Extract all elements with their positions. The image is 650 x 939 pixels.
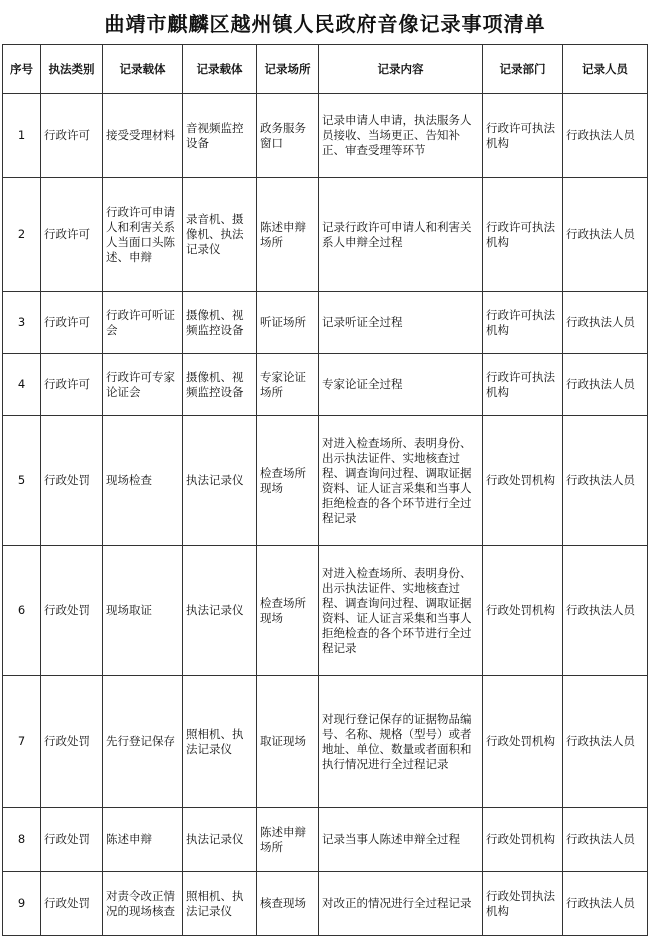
row-no: 8 bbox=[3, 808, 41, 872]
row-carrier: 现场检查 bbox=[103, 416, 183, 546]
row-carrier: 先行登记保存 bbox=[103, 676, 183, 808]
row-category: 行政处罚 bbox=[41, 416, 103, 546]
row-dept: 行政处罚机构 bbox=[483, 808, 563, 872]
row-dept: 行政处罚机构 bbox=[483, 546, 563, 676]
row-category: 行政许可 bbox=[41, 94, 103, 178]
row-dept: 行政许可执法机构 bbox=[483, 178, 563, 292]
table-row bbox=[3, 676, 648, 808]
row-dept: 行政处罚机构 bbox=[483, 416, 563, 546]
row-content: 记录行政许可申请人和利害关系人申辩全过程 bbox=[319, 178, 483, 292]
row-category: 行政处罚 bbox=[41, 872, 103, 936]
row-person: 行政执法人员 bbox=[563, 292, 648, 354]
row-place: 检查场所现场 bbox=[257, 416, 319, 546]
row-place: 专家论证场所 bbox=[257, 354, 319, 416]
table-row bbox=[3, 354, 648, 416]
row-category: 行政处罚 bbox=[41, 676, 103, 808]
table-row bbox=[3, 416, 648, 546]
header-dept: 记录部门 bbox=[483, 45, 563, 94]
table-row bbox=[3, 292, 648, 354]
row-device: 音视频监控设备 bbox=[183, 94, 257, 178]
row-category: 行政许可 bbox=[41, 354, 103, 416]
row-no: 7 bbox=[3, 676, 41, 808]
table-row bbox=[3, 94, 648, 178]
row-person: 行政执法人员 bbox=[563, 94, 648, 178]
header-place: 记录场所 bbox=[257, 45, 319, 94]
row-person: 行政执法人员 bbox=[563, 546, 648, 676]
row-dept: 行政许可执法机构 bbox=[483, 354, 563, 416]
row-no: 6 bbox=[3, 546, 41, 676]
row-no: 4 bbox=[3, 354, 41, 416]
row-device: 照相机、执法记录仪 bbox=[183, 676, 257, 808]
row-dept: 行政处罚机构 bbox=[483, 676, 563, 808]
row-carrier: 现场取证 bbox=[103, 546, 183, 676]
table-row bbox=[3, 872, 648, 936]
row-carrier: 行政许可专家论证会 bbox=[103, 354, 183, 416]
row-no: 2 bbox=[3, 178, 41, 292]
row-person: 行政执法人员 bbox=[563, 808, 648, 872]
row-content: 对现行登记保存的证据物品编号、名称、规格（型号）或者地址、单位、数量或者面积和执行情况进行全过程记录 bbox=[319, 676, 483, 808]
table-row bbox=[3, 546, 648, 676]
row-device: 执法记录仪 bbox=[183, 416, 257, 546]
row-content: 专家论证全过程 bbox=[319, 354, 483, 416]
row-no: 5 bbox=[3, 416, 41, 546]
row-place: 陈述申辩场所 bbox=[257, 178, 319, 292]
row-content: 对进入检查场所、表明身份、出示执法证件、实地核查过程、调查询问过程、调取证据资料、证人证言采集和当事人拒绝检查的各个环节进行全过程记录 bbox=[319, 546, 483, 676]
row-no: 3 bbox=[3, 292, 41, 354]
row-person: 行政执法人员 bbox=[563, 178, 648, 292]
row-person: 行政执法人员 bbox=[563, 354, 648, 416]
row-carrier: 对责令改正情况的现场核查 bbox=[103, 872, 183, 936]
row-carrier: 接受受理材料 bbox=[103, 94, 183, 178]
header-carrier: 记录载体 bbox=[103, 45, 183, 94]
header-device: 记录载体 bbox=[183, 45, 257, 94]
row-category: 行政处罚 bbox=[41, 546, 103, 676]
row-no: 9 bbox=[3, 872, 41, 936]
row-person: 行政执法人员 bbox=[563, 676, 648, 808]
row-device: 摄像机、视频监控设备 bbox=[183, 354, 257, 416]
row-content: 对改正的情况进行全过程记录 bbox=[319, 872, 483, 936]
records-table bbox=[2, 44, 648, 936]
row-person: 行政执法人员 bbox=[563, 416, 648, 546]
row-place: 听证场所 bbox=[257, 292, 319, 354]
table-row bbox=[3, 178, 648, 292]
row-place: 检查场所现场 bbox=[257, 546, 319, 676]
row-device: 摄像机、视频监控设备 bbox=[183, 292, 257, 354]
header-content: 记录内容 bbox=[319, 45, 483, 94]
row-place: 核查现场 bbox=[257, 872, 319, 936]
row-place: 取证现场 bbox=[257, 676, 319, 808]
row-place: 政务服务窗口 bbox=[257, 94, 319, 178]
row-place: 陈述申辩场所 bbox=[257, 808, 319, 872]
row-device: 照相机、执法记录仪 bbox=[183, 872, 257, 936]
row-category: 行政处罚 bbox=[41, 808, 103, 872]
row-dept: 行政许可执法机构 bbox=[483, 94, 563, 178]
table-header-row bbox=[3, 45, 648, 94]
row-content: 记录听证全过程 bbox=[319, 292, 483, 354]
row-content: 记录当事人陈述申辩全过程 bbox=[319, 808, 483, 872]
row-carrier: 行政许可申请人和利害关系人当面口头陈述、申辩 bbox=[103, 178, 183, 292]
row-content: 记录申请人申请，执法服务人员接收、当场更正、告知补正、审查受理等环节 bbox=[319, 94, 483, 178]
row-content: 对进入检查场所、表明身份、出示执法证件、实地核查过程、调查询问过程、调取证据资料、证人证言采集和当事人拒绝检查的各个环节进行全过程记录 bbox=[319, 416, 483, 546]
header-person: 记录人员 bbox=[563, 45, 648, 94]
row-device: 执法记录仪 bbox=[183, 546, 257, 676]
row-device: 执法记录仪 bbox=[183, 808, 257, 872]
header-no: 序号 bbox=[3, 45, 41, 94]
row-no: 1 bbox=[3, 94, 41, 178]
header-category: 执法类别 bbox=[41, 45, 103, 94]
row-carrier: 行政许可听证会 bbox=[103, 292, 183, 354]
table-row bbox=[3, 808, 648, 872]
row-carrier: 陈述申辩 bbox=[103, 808, 183, 872]
row-person: 行政执法人员 bbox=[563, 872, 648, 936]
row-category: 行政许可 bbox=[41, 292, 103, 354]
row-dept: 行政处罚执法机构 bbox=[483, 872, 563, 936]
page-title: 曲靖市麒麟区越州镇人民政府音像记录事项清单 bbox=[104, 11, 546, 36]
row-category: 行政许可 bbox=[41, 178, 103, 292]
row-device: 录音机、摄像机、执法记录仪 bbox=[183, 178, 257, 292]
row-dept: 行政许可执法机构 bbox=[483, 292, 563, 354]
